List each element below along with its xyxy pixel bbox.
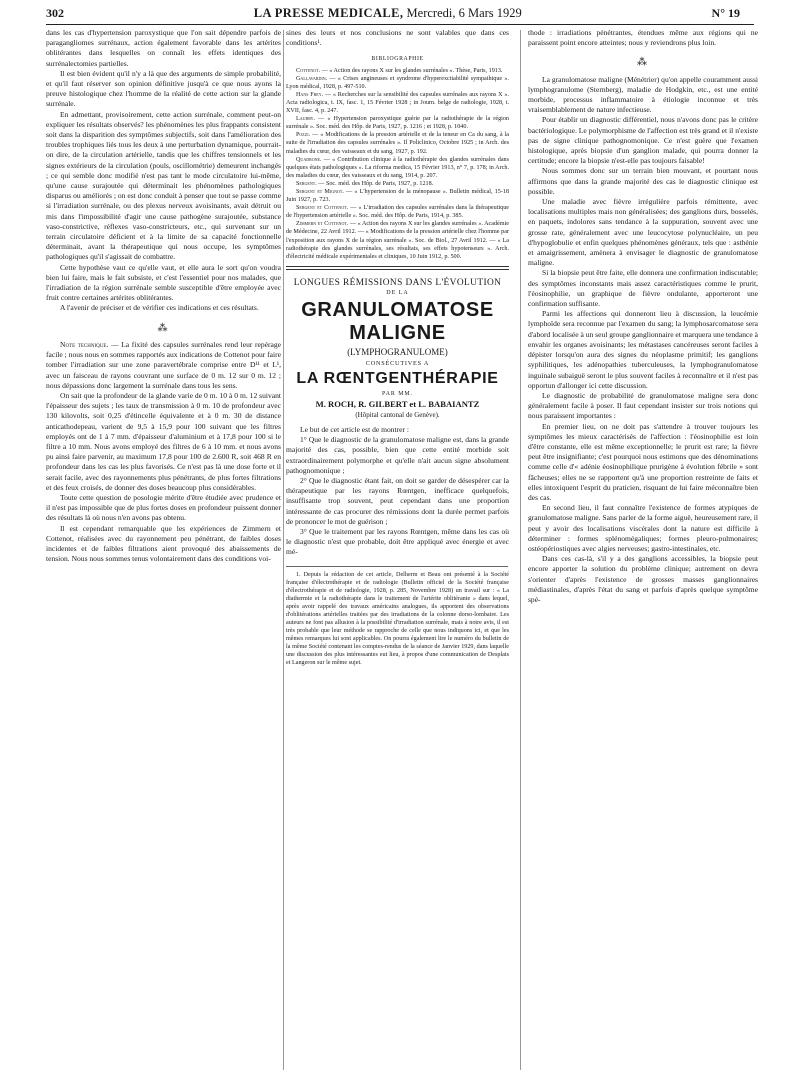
footnote-rule <box>286 566 508 567</box>
article-title: GRANULOMATOSE MALIGNE <box>301 298 494 344</box>
paragraph: 1° Que le diagnostic de la granulomatose maligne est, dans la grande majorité des cas, possible, bien que cette entité morbide soit extraordinairement polymorphe et qu'elle n'ait aucun signe absolument pathognomonique ; <box>286 435 509 475</box>
paragraph: 3° Que le traitement par les rayons Rœntgen, même dans les cas où le diagnostic n'est que probable, doit être appliqué avec énergie et avec mé- <box>286 527 509 557</box>
ref-author: Sergent. <box>296 180 317 187</box>
paragraph: Le but de cet article est de montrer : <box>300 425 409 434</box>
paragraph <box>46 340 281 391</box>
ref-text: — « L'hypertension de la ménopause ». Bulletin médical, 15-18 Juin 1927, p. 723. <box>286 189 509 204</box>
paragraph: Nous sommes donc sur un terrain bien mouvant, et pourtant nous affirmons que dans la grande majorité des cas le diagnostic clinique est possible. <box>528 166 758 196</box>
ref-text: — « Recherches sur la sensibilité des capsules surrénales aux rayons X ». Acta radiologica, t. IX, fasc. 1, 15 Février 1928 ; in Journ. belge de radiologie, 1928, t. XVII, fasc. 4, p. 247. <box>286 91 509 115</box>
article-subtitle: (LYMPHOGRANULOME) <box>347 346 448 357</box>
bibliography-entry <box>286 180 509 188</box>
running-title <box>254 6 522 21</box>
article-connector: DE LA <box>386 289 409 296</box>
column-divider <box>283 30 284 1070</box>
article-affiliation: (Hôpital cantonal de Genève). <box>355 410 440 419</box>
article-title-secondary: LA RŒNTGENTHÉRAPIE <box>296 370 499 388</box>
paragraph: Pour établir un diagnostic différentiel, nous n'avons donc pas le critère bactériologique. Le polymorphisme de l'affection est très grand et il n'existe pas de signe clinique pathognomonique. Ce n'est guère que l'examen histologique, après biopsie d'un ganglion malade, qui pourra donner la certitude; encore la biopsie n'est-elle pas toujours faisable! <box>528 115 758 166</box>
issue-number: N° 19 <box>711 6 740 20</box>
article-authors: M. ROCH, R. GILBERT et L. BABAIANTZ <box>315 399 480 410</box>
bibliography-entry <box>286 67 509 75</box>
ref-text: — « Action des rayons X sur les glandes surrénales ». Académie de Médecine, 22 Avril 1912. — « Modifications de la pression artérielle chez l'homme par l'exposition aux rayons X de la région surrénale ». Soc. de Biol., 27 Avril 1912. — « La radiothérapie des glandes surrénales, ses résultats, ses effets hypotenseurs ». Arch. d'électricité médicale expérimentales et cliniques, 10 Juin 1912, p. 500. <box>286 221 509 260</box>
note-label: Note technique. <box>60 339 109 349</box>
ref-author: Pozzi. <box>296 132 311 139</box>
paragraph: dans les cas d'hypertension paroxystique que l'on sait dépendre parfois de paragangliomes surrénaux, action également favorable dans les artérites oblitérantes dans lesquelles on connaît les effets identiques des surrénalectomies partielles. <box>46 28 281 68</box>
footnote <box>286 571 509 667</box>
paragraph: En second lieu, il faut connaître l'existence de formes atypiques de granulomatose maligne. Sans parler de la forme aiguë, heureusement rare, il peut y avoir des localisations viscérales dont la nature est difficile à déterminer : formes splénomégaliques; formes pleuro-pulmonaires; ostéopériostiques avec algies nerveuses; gastro-intestinales, etc. <box>528 503 758 553</box>
bibliography-entry <box>286 75 509 91</box>
bibliography-entry <box>286 188 509 204</box>
ref-author: Sergent et Cottenot. <box>296 205 349 212</box>
ref-text: — « Contribution clinique à la radiothérapie des glandes surrénales dans quelques états pathologiques ». La riforma medica, 15 Février 1913, n° 7, p. 178; in Arch. des maladies du cœur, des vaisseaux et du sang, 1914, p. 207. <box>286 156 509 179</box>
ref-author: Laubry. <box>296 116 316 123</box>
page-number: 302 <box>46 6 64 20</box>
ref-author: Sergent et Mignot. <box>296 189 344 196</box>
article-connector: CONSÉCUTIVES A <box>365 359 430 367</box>
paragraph: thode : irradiations pénétrantes, étendues même aux régions qui ne paraissent point encore atteintes; nous y reviendrons plus loin. <box>528 28 758 48</box>
paragraph: sines des leurs et nos conclusions ne sont valables que dans ces conditions¹. <box>286 28 509 48</box>
bibliography-entry <box>286 204 509 220</box>
section-asterism: ⁂ <box>637 57 649 69</box>
footnote-text: 1. Depuis la rédaction de cet article, Delherm et Beau ont présenté à la Société française d'électrothérapie et de radiologie (Bulletin officiel de la Société française d'électrothérapie et de radiologie, 1928, p. 285, Novembre 1928) un travail sur : « La diathermie et la radiothérapie dans le traitement de l'artérite oblitérante » dans lequel, après avoir rappelé des travaux américains analogues, ils apportent des observations d'oblitérations artérielles traitées par des irradiations de la colonne dorso-lombaire. Les auteurs ne font pas allusion à la possibilité d'irradiation surrénale, mais à notre avis, il est très probable que leur méthode se rapproche de celle que nous indiquons ici, et que les mêmes remarques lui sont applicables. On pourra également lire le numéro du bulletin de la même Société contenant les comptes-rendus de la séance de Janvier 1929, dans laquelle une discussion des plus intéressantes eut lieu, à propos d'une communication de Desplats et Langeron sur le même sujet. <box>286 571 509 666</box>
paragraph: En admettant, provisoirement, cette action surrénale, comment peut-on expliquer les résultats observés? les phénomènes les plus frappants consistent soit dans la disparition des symptômes subjectifs, soit dans l'amélioration des troubles trophiques liés tous les deux à une perturbation dynamique, pourrait-on dire, de la circulation artérielle, tandis que les chiffres tensionnels et les signes extérieurs de la circulation (pouls, oscillométrie) demeurent inchangés ; ce qui semble donc modifié n'est pas tant le mode circulatoire lui-même, qu'une cause surajoutée qui déterminait les phénomènes pathologiques disparus ou améliorés ; on est donc conduit à penser que tout se passe comme si l'irradiation surrénale, ou des plexus nerveux avoisinants, avait détruit ou mis dans l'impossibilité d'agir une cause pathogène surajoutée, substance vaso-constrictive, réflexes vaso-constricteurs, etc., qui survenant sur un terrain circulatoire déficient et à la limite de sa capacité fonctionnelle déterminait, avant la thérapeutique qui nous occupe, les symptômes pathologiques qu'il s'agissait de combattre. <box>46 109 281 262</box>
article-kicker: LONGUES RÉMISSIONS DANS L'ÉVOLUTION <box>293 277 502 288</box>
paragraph: La granulomatose maligne (Ménétrier) qu'on appelle couramment aussi lymphogranulome (Sternberg), maladie de Hodgkin, etc., est une entité morbide, processus inflammatoire à étiologie inconnue et très vraisemblablement de nature infectieuse. <box>528 74 758 115</box>
paragraph: Il est cependant remarquable que les expériences de Zimmern et Cottenot, réalisées avec du rayonnement peu pénétrant, de faibles doses incidentes et de faibles filtrations aient provoqué des abaissements de tension. Nous nous sommes tenus volontairement dans des conditions voi- <box>46 523 281 564</box>
paragraph: On sait que la profondeur de la glande varie de 0 m. 10 à 0 m. 12 suivant l'épaisseur des sujets ; les taux de transmission à 0 m. 10 de profondeur avec 130 kilovolts, soit 0,25 d'étincelle équivalente et à 0 m. 30 de distance anticathodepeau, varient de 9,5 à 15,9 pour 100 suivant que les filtres employés ont de 1 à 7 mm. d'épaisseur d'aluminium et à 17,8 pour 100 si le filtre a 10 mm. Nous avons employé des filtres de 6 à 10 mm. et nous avons pu ainsi faire parvenir, au maximum 17,8 pour 100 de 2.600 R, soit 468 R en profondeur dans les cas les plus favorisés. Ce n'est pas là une dose forte et il serait facile, avec des rayonnements plus pénétrants, de plus fortes filtrations et des feux croisés, de donner des doses beaucoup plus considérables. <box>46 390 281 492</box>
column-right <box>528 28 758 1078</box>
ref-text: — Soc. méd. des Hôp. de Paris, 1927, p. 1218. <box>316 180 434 187</box>
paragraph: Il est bien évident qu'il n'y a là que des arguments de simple probabilité, et qu'il faut réserver son opinion définitive jusqu'à ce que nous ayons la preuve histologique chez l'homme de la réalité de cette action sur la glande surrénale. <box>46 68 281 109</box>
column-middle <box>286 28 509 1078</box>
article-byline-prefix: PAR MM. <box>382 391 413 398</box>
ref-text: — « Modifications de la pression artérielle et de la teneur en Ca du sang, à la suite de l'irradiation des capsules surrénales ». Il Policlinico, Octobre 1925 ; in Arch. des maladies du cœur, des vaisseaux et du sang, 1927, p. 192. <box>286 132 509 155</box>
paragraph: Si la biopsie peut être faite, elle donnera une confirmation indiscutable; des symptômes inconstants mais assez caractéristiques comme le prurit, l'éosinophilie, un graphique de fièvre ondulante, apporteront une confirmation suffisante. <box>528 268 758 309</box>
ref-author: Zimmern et Cottenot. <box>296 221 349 228</box>
paragraph: A l'avenir de préciser et de vérifier ces indications et ces résultats. <box>60 303 259 313</box>
ref-author: Quadrone. <box>296 156 322 163</box>
note-text: — La fixité des capsules surrénales rend leur repérage facile ; nous nous en sommes rapportés aux indications de Cottenot pour faire tomber l'irradiation sur une zone paravertébrale comprise entre D¹¹ et L¹, avec un faisceau de rayons couvrant une surface de 0 m. 12 sur 0 m. 12 ; nous dépassions donc largement la surrénale dans tous les sens. <box>46 339 281 390</box>
paragraph: Cette hypothèse vaut ce qu'elle vaut, et elle aura le sort qu'on voudra bien lui faire, mais le fait subsiste, et c'est l'essentiel pour nos malades, que l'irradiation de la région surrénale semble susceptible d'être employée avec fruit contre certaines artérites oblitérantes. <box>46 262 281 303</box>
section-asterism: ⁂ <box>157 322 170 334</box>
paragraph: Le diagnostic de probabilité de granulomatose maligne sera donc généralement facile à poser. Il faut cependant insister sur trois notions qui nous paraissent importantes : <box>528 390 758 421</box>
bibliography-entry <box>286 115 509 131</box>
ref-text: — « Action des rayons X sur les glandes surrénales ». Thèse, Paris, 1913. <box>320 67 503 74</box>
ref-text: — « Hypertension paroxystique guérie par la radiothérapie de la région surrénale ». Soc. méd. des Hôp. de Paris, 1927, p. 1216 ; et 1928, p. 1040. <box>286 116 509 131</box>
journal-name: LA PRESSE MEDICALE, <box>253 6 404 20</box>
ref-text: — « L'irradiation des capsules surrénales dans la thérapeutique de l'hypertension artérielle ». Soc. méd. des Hôp. de Paris, 1914, p. 385. <box>286 205 509 220</box>
ref-author: Hans Frey. <box>296 91 324 98</box>
article-separator <box>286 266 509 270</box>
article-heading <box>286 278 509 419</box>
issue-date: Mercredi, 6 Mars 1929 <box>406 6 522 20</box>
paragraph: Toute cette question de posologie mérite d'être étudiée avec prudence et il n'est pas impossible que de plus fortes doses en profondeur puissent donner des résultats là où nous n'en avons pas obtenu. <box>46 492 281 523</box>
column-divider <box>520 30 521 1070</box>
bibliography <box>286 67 509 261</box>
header-rule <box>46 24 754 25</box>
ref-author: Gallavardin. <box>296 75 328 82</box>
column-left <box>46 28 281 1078</box>
bibliography-title: BIBLIOGRAPHIE <box>371 56 424 63</box>
paragraph: Parmi les affections qui donneront lieu à discussion, la leucémie lymphoïde sera reconnue par l'examen du sang; la lymphosarcomatose sera d'abord localisée à un seul groupe ganglionnaire et marquera une tendance à envahir les organes avoisinants; les métastases cancéreuses seront faciles à dépister lorsqu'on aura des signes du néoplasme primitif; les ganglions syphilitiques, les adénopathies tuberculeuses, la lymphogranulomatose inguinale subaiguë seront le plus souvent faciles à reconnaître et il n'est pas opportun d'allonger ici cette discussion. <box>528 309 758 390</box>
bibliography-entry <box>286 91 509 115</box>
paragraph: Une maladie avec fièvre irrégulière parfois rémittente, avec localisations multiples mais non généralisées; des ganglions durs, bosselés, en paquets, indolores sans tendance à la suppuration, souvent avec une grosse rate, généralement avec une leucocytose polynucléaire, un peu d'hypoglobulie et enfin quelques phénomènes généraux, tels que : asthénie et amaigrissement, amènera à envisager le diagnostic de granulomatose maligne. <box>528 197 758 268</box>
bibliography-entry <box>286 220 509 260</box>
ref-author: Cottenot. <box>296 67 321 74</box>
bibliography-entry <box>286 131 509 155</box>
paragraph: En premier lieu, on ne doit pas s'attendre à trouver toujours les symptômes les mieux caractérisés de l'affection : l'éosinophilie est loin d'être constante, elle est même exceptionnelle; le prurit est rare; la fièvre peut être insignifiante; c'est pourquoi nous estimons que des dénominations comme celle d'« adénie éosinophilique prurigène à évolution fébrile » sont fâcheuses; elles ne se rapportent qu'à une proportion restreinte de faits et elles intoxiquent l'esprit du praticien, risquant de lui faire méconnaître bien des cas. <box>528 421 758 502</box>
bibliography-entry <box>286 156 509 180</box>
ref-text: — « Crises angineuses et syndrome d'hyperexcitabilité sympathique ». Lyon médical, 1928, p. 497-510. <box>286 75 509 90</box>
paragraph: Dans ces cas-là, s'il y a des ganglions accessibles, la biopsie peut encore apporter la solution du problème clinique; autrement on devra s'orienter d'après l'existence de grosses masses ganglionnaires médiastinales, d'après l'état du sang et parfois d'après quelque symptôme spé- <box>528 554 758 604</box>
paragraph: 2° Que le diagnostic étant fait, on doit se garder de désespérer car la thérapeutique par les rayons Rœntgen, inefficace quelquefois, insuffisante trop souvent, peut cependant dans une proportion intéressante de cas procurer des rémissions dont la durée permet parfois de prononcer le mot de guérison ; <box>286 476 509 526</box>
